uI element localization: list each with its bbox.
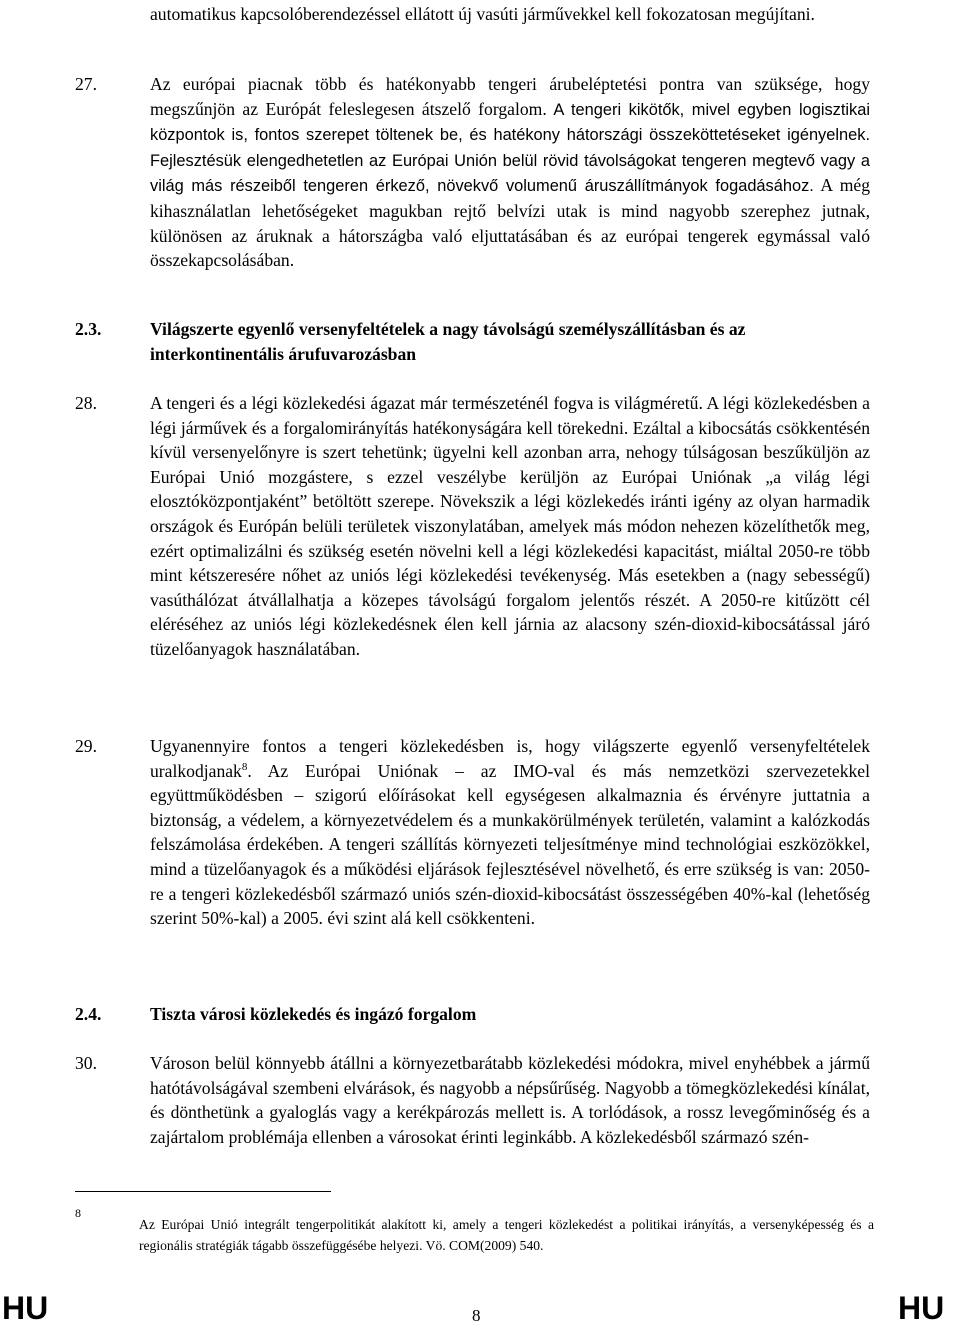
paragraph-text: automatikus kapcsolóberendezéssel ellátott új vasúti járművekkel kell fokozatosan megújítani.	[150, 4, 815, 24]
paragraph-text: A tengeri és a légi közlekedési ágazat már természeténél fogva is világméretű. A légi közlekedésben a légi járművek és a forgalomirányítás hatékonyságára kell törekedni. Ezáltal a kibocsátás csökkentésén kívül versenyelőnyre is szert tehetünk; ügyelni kell azonban arra, nehogy túlságosan beszűküljön az Európai Unió mozgástere, s ezzel veszélybe kerüljön az Európai Uniónak „a világ légi elosztóközpontjaként” betöltött szerepe. Növekszik a légi közlekedés iránti igény az olyan harmadik országok és Európán belüli területek viszonylatában, amelyek más módon nehezen közelíthetők meg, ezért optimalizálni és szükség esetén növelni kell a légi közlekedési kapacitást, miáltal 2050-re több mint kétszeresére nőhet az uniós légi közlekedési tevékenység. Más esetekben a (nagy sebességű) vasúthálózat átvállalhatja a közepes távolságú forgalom jelentős részét. A 2050-re kitűzött cél eléréséhez az uniós légi közlekedésnek élen kell járnia az alacsony szén-dioxid-kibocsátással járó tüzelőanyagok használatában.	[150, 393, 870, 659]
paragraph-number: 27.	[75, 74, 97, 94]
footnote-divider	[75, 1191, 331, 1192]
paragraph-27	[150, 72, 870, 273]
paragraph-text: A még kihasználatlan lehetőségeket magukban rejtő belvízi utak is mind nagyobb szerephez jutnak, különösen az áruknak a hátországba való eljuttatásában és az európai tengerek egymással való összekapcsolásában.	[150, 175, 870, 271]
section-number: 2.4.	[75, 1004, 102, 1024]
paragraph-text: Ugyanennyire fontos a tengeri közlekedésben is, hogy világszerte egyenlő versenyfeltételek uralkodjanak	[150, 736, 870, 781]
footnote-reference[interactable]: 8	[241, 760, 248, 773]
section-number: 2.3.	[75, 319, 102, 339]
paragraph-continuation	[150, 2, 870, 27]
footer-language-left: HU	[2, 1290, 49, 1326]
footnote-text: Az Európai Unió integrált tengerpolitikát alakított ki, amely a tengeri közlekedést a politikai irányítás, a versenyképesség és a regionális stratégiák tágabb összefüggésébe helyezi. Vö. COM(2009) 540.	[139, 1217, 874, 1253]
paragraph-30	[150, 1051, 870, 1149]
paragraph-text: . Az Európai Uniónak – az IMO-val és más nemzetközi szervezetekkel együttműködésben – szigorú előírásokat kell egységesen alkalmaznia és érvényre juttatnia a biztonság, a védelem, a környezetvédelem és a munkakörülmények területén, valamint a kalózkodás felszámolása érdekében. A tengeri szállítás környezeti teljesítménye mind technológiai eszközökkel, mind a tüzelőanyagok és a működési eljárások fejlesztésével növelhető, és erre szükség is van: 2050-re a tengeri közlekedésből származó uniós szén-dioxid-kibocsátást összességében 40%-kal (lehetőség szerint 50%-kal) a 2005. évi szint alá kell csökkenteni.	[150, 760, 870, 929]
footnote-mark: 8	[75, 1206, 81, 1220]
paragraph-text: Az európai piacnak több és hatékonyabb tengeri árubeléptetési pontra van szüksége, hogy megszűnjön az Európát feleslegesen átszelő forgalom.	[150, 74, 870, 119]
paragraph-28	[150, 391, 870, 662]
section-heading: Világszerte egyenlő versenyfeltételek a nagy távolságú személyszállításban és az interkontinentális árufuvarozásban	[150, 319, 746, 364]
section-heading: Tiszta városi közlekedés és ingázó forgalom	[150, 1004, 477, 1024]
paragraph-text: Fejlesztésük elengedhetetlen az Európai Unión belül rövid távolságokat tengeren megtevő vagy a világ más részeiből tengeren érkező, növekvő volumenű áruszállítmányok fogadásához.	[150, 151, 870, 196]
paragraph-number: 30.	[75, 1053, 97, 1073]
paragraph-text: A tengeri kikötők, mivel egyben logisztikai központok is, fontos szerepet töltenek be, és hatékony hátországi összeköttetéseket igényelnek.	[150, 100, 870, 145]
paragraph-number: 28.	[75, 393, 97, 413]
paragraph-text: Városon belül könnyebb átállni a környezetbarátabb közlekedési módokra, mivel enyhébbek a jármű hatótávolságával szembeni elvárások, és nagyobb a népsűrűség. Nagyobb a tömegközlekedési kínálat, és dönthetünk a gyaloglás vagy a kerékpározás mellett is. A torlódások, a rossz levegőminőség és a zajártalom problémája ellenben a városokat érinti leginkább. A közlekedésből származó szén-	[150, 1053, 870, 1147]
paragraph-29	[150, 734, 870, 931]
paragraph-number: 29.	[75, 736, 97, 756]
page-number: 8	[472, 1306, 481, 1325]
footer-language-right: HU	[898, 1290, 945, 1326]
